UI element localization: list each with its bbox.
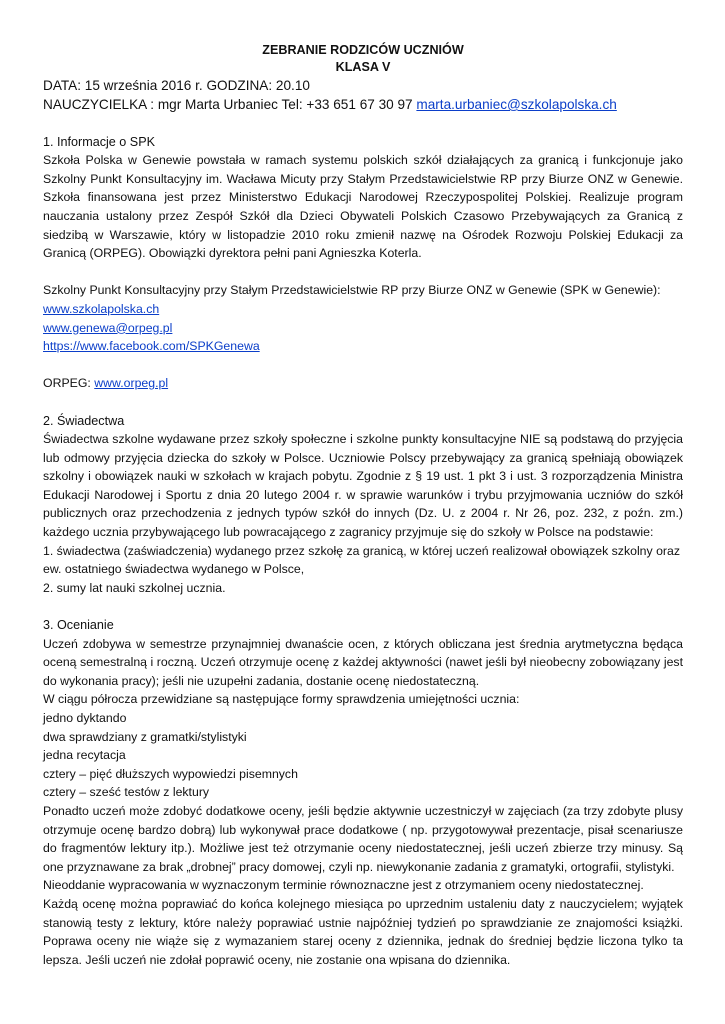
spacer xyxy=(43,393,683,412)
teacher-line xyxy=(43,95,683,114)
spk-email-link[interactable]: www.genewa@orpeg.pl xyxy=(43,320,173,335)
section1-paragraph: Szkoła Polska w Genewie powstała w ramach systemu polskich szkół działających za granicą i funkcjonuje jako Szkolny Punkt Konsultacyjny im. Wacława Micuty przy Stałym Przedstawicielstwie RP przy Biurze ONZ w Genewie. Szkoła finansowana jest przez Ministerstwo Edukacji Narodowej Rzeczypospolitej Polskiej. Realizuje program nauczania ustalony przez Zespół Szkół dla Dzieci Obywateli Polskich Czasowo Przebywających za Granicą z siedzibą w Warszawie, który w listopadzie 2010 roku zmienił nazwę na Ośrodek Rozwoju Polskiej Edukacji za Granicą (ORPEG). Obowiązki dyrektora pełni pani Agnieszka Koterla. xyxy=(43,153,683,261)
section3-heading: 3. Ocenianie xyxy=(43,618,114,633)
document-subtitle: KLASA V xyxy=(335,60,391,74)
spacer xyxy=(43,114,683,133)
orpeg-line xyxy=(43,374,683,393)
teacher-info: NAUCZYCIELKA : mgr Marta Urbaniec Tel: +33 651 67 30 97 xyxy=(43,97,417,112)
section3-paragraph2: Ponadto uczeń może zdobyć dodatkowe oceny, jeśli będzie aktywnie uczestniczył w zajęciach (za trzy zdobyte plusy otrzymuje ocenę bardzo dobrą) lub wykonywał prace dodatkowe ( np. przygotowywał prezentacje, pisał scenariusze do fragmentów lektury itp.). Możliwe jest też otrzymanie oceny niedostatecznej, jeśli uczeń zbierze trzy minusy. Są one przyznawane za brak „drobnej” pracy domowej, czyli np. niewykonanie zadania z gramatyki, ortografii, stylistyki. xyxy=(43,803,683,874)
document-title: ZEBRANIE RODZICÓW UCZNIÓW xyxy=(262,43,464,57)
spacer xyxy=(43,263,683,282)
orpeg-link[interactable]: www.orpeg.pl xyxy=(94,376,169,391)
date-line: DATA: 15 września 2016 r. GODZINA: 20.10 xyxy=(43,78,310,93)
spk-facebook-link[interactable]: https://www.facebook.com/SPKGenewa xyxy=(43,339,260,354)
section2-paragraph: Świadectwa szkolne wydawane przez szkoły społeczne i szkolne punkty konsultacyjne NIE są podstawą do przyjęcia lub odmowy przyjęcia dziecka do szkoły w Polsce. Uczniowie Polscy przebywający za granicą spełniają obowiązek szkolny i obowiązek nauki w szkołach w krajach pobytu. Zgodnie z § 19 ust. 1 pkt 3 i ust. 3 rozporządzenia Ministra Edukacji Narodowej i Sportu z dnia 20 lutego 2004 r. w sprawie warunków i trybu przyjmowania uczniów do szkół publicznych oraz przechodzenia z jednych typów szkół do innych (Dz. U. z 2004 r. Nr 26, poz. 232, z poźn. zm.) każdego ucznia przybywającego lub powracającego z zagranicy przyjmuje się do szkoły w Polsce na podstawie: xyxy=(43,432,683,540)
section3-forms-intro: W ciągu półrocza przewidziane są następujące formy sprawdzenia umiejętności ucznia: xyxy=(43,692,520,707)
spk-link-website-row xyxy=(43,300,683,319)
section3-paragraph3: Nieoddanie wypracowania w wyznaczonym terminie równoznaczne jest z otrzymaniem oceny niedostatecznej. xyxy=(43,878,644,893)
section2-item: 2. sumy lat nauki szkolnej ucznia. xyxy=(43,580,226,595)
teacher-email-link[interactable]: marta.urbaniec@szkolapolska.ch xyxy=(416,97,617,112)
section3-paragraph4: Każdą ocenę można poprawiać do końca kolejnego miesiąca po uprzednim ustaleniu daty z nauczycielem; wyjątek stanowią testy z lektury, które należy poprawiać ustnie najpóźniej tydzień po sprawdzianie ze znajomości książki. Poprawa oceny nie wiąże się z wymazaniem starej oceny z dziennika, jednak do średniej będzie liczona tylko ta lepsza. Jeśli uczeń nie zdołał poprawić oceny, nie zostanie ona wpisana do dziennika. xyxy=(43,896,683,967)
spk-line: Szkolny Punkt Konsultacyjny przy Stałym Przedstawicielstwie RP przy Biurze ONZ w Genewie (SPK w Genewie): xyxy=(43,283,661,298)
spk-link-facebook-row xyxy=(43,337,683,356)
spacer xyxy=(43,597,683,616)
spk-website-link[interactable]: www.szkolapolska.ch xyxy=(43,301,160,316)
orpeg-label: ORPEG: xyxy=(43,376,95,391)
form-item: cztery – pięć dłuższych wypowiedzi pisemnych xyxy=(43,766,298,781)
form-item: jedna recytacja xyxy=(43,748,126,763)
spacer xyxy=(43,356,683,375)
section1-heading: 1. Informacje o SPK xyxy=(43,134,155,149)
form-item: dwa sprawdziany z gramatki/stylistyki xyxy=(43,729,247,744)
section2-heading: 2. Świadectwa xyxy=(43,413,125,428)
form-item: jedno dyktando xyxy=(43,711,127,725)
section2-item: 1. świadectwa (zaświadczenia) wydanego przez szkołę za granicą, w której uczeń realizował obowiązek szkolny oraz ew. ostatniego świadectwa wydanego w Polsce, xyxy=(43,543,681,577)
section3-paragraph1: Uczeń zdobywa w semestrze przynajmniej dwanaście ocen, z których obliczana jest średnia arytmetyczna będąca oceną semestralną i roczną. Uczeń otrzymuje ocenę z każdej aktywności (nawet jeśli był nieobecny zobowiązany jest do wykonania pracy); jeśli nie uzupełni zadania, dostanie ocenę niedostateczną. xyxy=(43,636,683,688)
form-item: cztery – sześć testów z lektury xyxy=(43,785,210,800)
spk-link-email-row xyxy=(43,319,683,338)
